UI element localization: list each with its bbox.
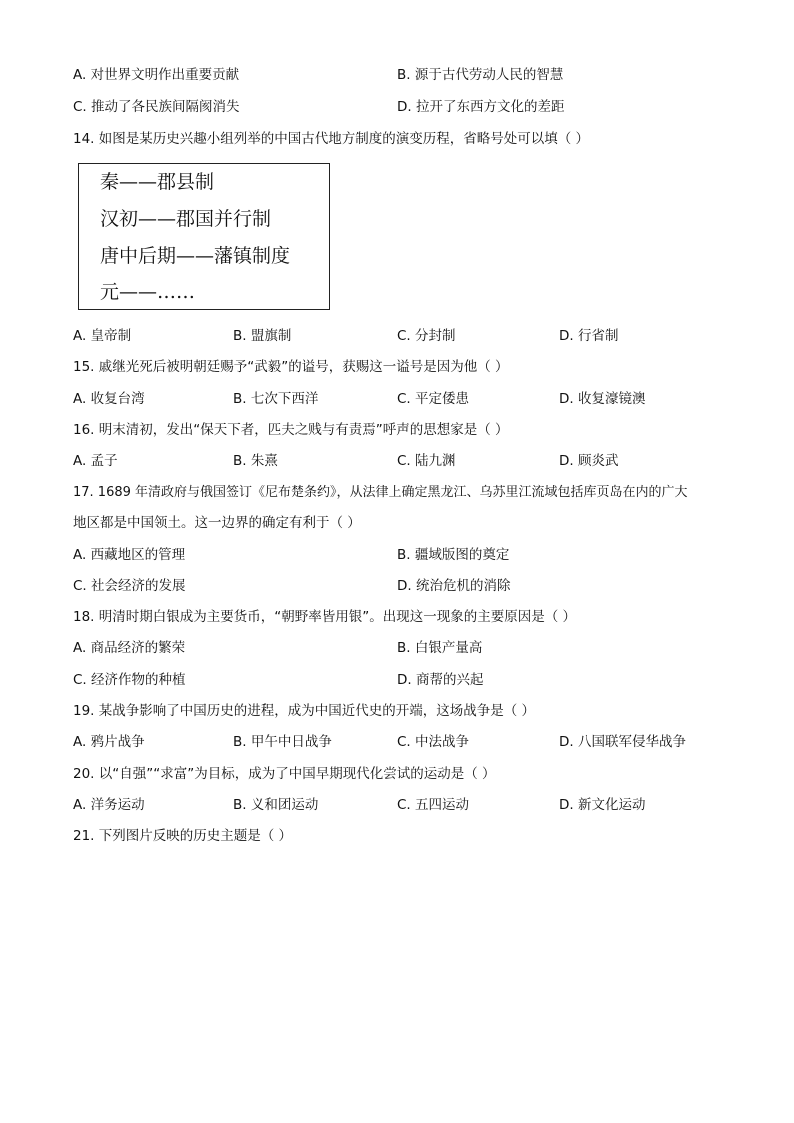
q20-option-a[interactable]: A. 洋务运动	[73, 797, 145, 813]
q19-option-d[interactable]: D. 八国联军侵华战争	[559, 734, 686, 750]
q17-stem-line-2: 地区都是中国领土。这一边界的确定有利于（ ）	[73, 515, 361, 531]
q14-stem: 14. 如图是某历史兴趣小组列举的中国古代地方制度的演变历程，省略号处可以填（ ）	[73, 131, 590, 147]
q14-figure-box	[78, 163, 330, 310]
q20-stem: 20. 以“自强”“求富”为目标，成为了中国早期现代化尝试的运动是（ ）	[73, 766, 496, 782]
q13-option-c[interactable]: C. 推动了各民族间隔阂消失	[73, 99, 240, 115]
q17-option-d[interactable]: D. 统治危机的消除	[397, 578, 511, 594]
q17-option-b[interactable]: B. 疆域版图的奠定	[397, 547, 510, 563]
q16-option-d[interactable]: D. 顾炎武	[559, 453, 619, 469]
q14-box-line-2: 汉初——郡国并行制	[100, 208, 272, 230]
q15-option-b[interactable]: B. 七次下西洋	[233, 391, 319, 407]
q16-stem: 16. 明末清初，发出“保天下者，匹夫之贱与有责焉”呼声的思想家是（ ）	[73, 422, 509, 438]
q19-option-c[interactable]: C. 中法战争	[397, 734, 470, 750]
q13-option-a[interactable]: A. 对世界文明作出重要贡献	[73, 67, 240, 83]
q14-option-c[interactable]: C. 分封制	[397, 328, 456, 344]
q19-option-b[interactable]: B. 甲午中日战争	[233, 734, 332, 750]
q18-option-b[interactable]: B. 白银产量高	[397, 640, 483, 656]
q18-option-c[interactable]: C. 经济作物的种植	[73, 672, 186, 688]
q20-option-d[interactable]: D. 新文化运动	[559, 797, 646, 813]
q20-option-b[interactable]: B. 义和团运动	[233, 797, 319, 813]
q16-option-c[interactable]: C. 陆九渊	[397, 453, 456, 469]
q14-box-line-1: 秦——郡县制	[100, 171, 215, 193]
q14-box-line-4: 元——……	[100, 281, 196, 303]
q13-option-d[interactable]: D. 拉开了东西方文化的差距	[397, 99, 565, 115]
q14-box-line-3: 唐中后期——藩镇制度	[100, 245, 291, 267]
q16-option-a[interactable]: A. 孟子	[73, 453, 118, 469]
q13-option-b[interactable]: B. 源于古代劳动人民的智慧	[397, 67, 564, 83]
q15-option-d[interactable]: D. 收复濠镜澳	[559, 391, 646, 407]
q15-option-c[interactable]: C. 平定倭患	[397, 391, 470, 407]
q15-option-a[interactable]: A. 收复台湾	[73, 391, 145, 407]
q14-option-d[interactable]: D. 行省制	[559, 328, 619, 344]
q14-option-a[interactable]: A. 皇帝制	[73, 328, 132, 344]
q17-option-a[interactable]: A. 西藏地区的管理	[73, 547, 186, 563]
q16-option-b[interactable]: B. 朱熹	[233, 453, 278, 469]
q19-stem: 19. 某战争影响了中国历史的进程，成为中国近代史的开端，这场战争是（ ）	[73, 703, 536, 719]
q18-option-a[interactable]: A. 商品经济的繁荣	[73, 640, 186, 656]
q18-stem: 18. 明清时期白银成为主要货币，“朝野率皆用银”。出现这一现象的主要原因是（ ）	[73, 609, 577, 625]
q17-stem-line-1: 17. 1689 年清政府与俄国签订《尼布楚条约》，从法律上确定黑龙江、乌苏里江流域包括库页岛在内的广大	[73, 485, 688, 500]
q15-stem: 15. 戚继光死后被明朝廷赐予“武毅”的谥号，获赐这一谥号是因为他（ ）	[73, 359, 509, 375]
q19-option-a[interactable]: A. 鸦片战争	[73, 734, 145, 750]
q20-option-c[interactable]: C. 五四运动	[397, 797, 470, 813]
q17-option-c[interactable]: C. 社会经济的发展	[73, 578, 186, 594]
q14-option-b[interactable]: B. 盟旗制	[233, 328, 292, 344]
q21-stem: 21. 下列图片反映的历史主题是（ ）	[73, 828, 293, 844]
q18-option-d[interactable]: D. 商帮的兴起	[397, 672, 484, 688]
